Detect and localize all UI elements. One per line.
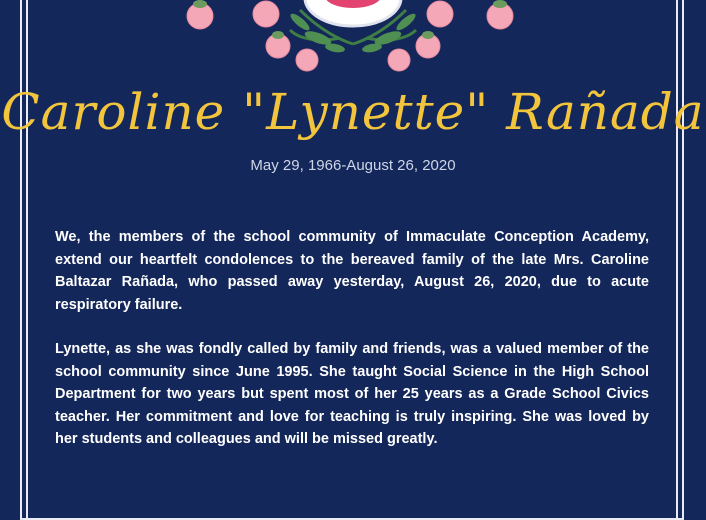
- flower-left-1: [253, 1, 279, 27]
- condolence-message: [55, 226, 649, 473]
- flower-left-3: [296, 49, 318, 71]
- honoree-name: Caroline "Lynette" Rañada: [1, 83, 705, 141]
- paragraph-tribute: Lynette, as she was fondly called by family and friends, was a valued member of the school community since June 1995. She taught Social Science in the High School Department for two years but spent most of her 25 years as a Grade School Civics teacher. Her commitment and love for teaching is truly inspiring. She was loved by her students and colleagues and will be missed greatly.: [55, 341, 649, 447]
- life-dates: May 29, 1966-August 26, 2020: [250, 157, 456, 174]
- flower-right-3: [388, 49, 410, 71]
- flower-right-1: [427, 1, 453, 27]
- floral-decoration: [0, 0, 706, 90]
- paragraph-condolence: We, the members of the school community of Immaculate Conception Academy, extend our heartfelt condolences to the bereaved family of the late Mrs. Caroline Baltazar Rañada, who passed away yesterday, August 26, 2020, due to acute respiratory failure.: [55, 229, 649, 313]
